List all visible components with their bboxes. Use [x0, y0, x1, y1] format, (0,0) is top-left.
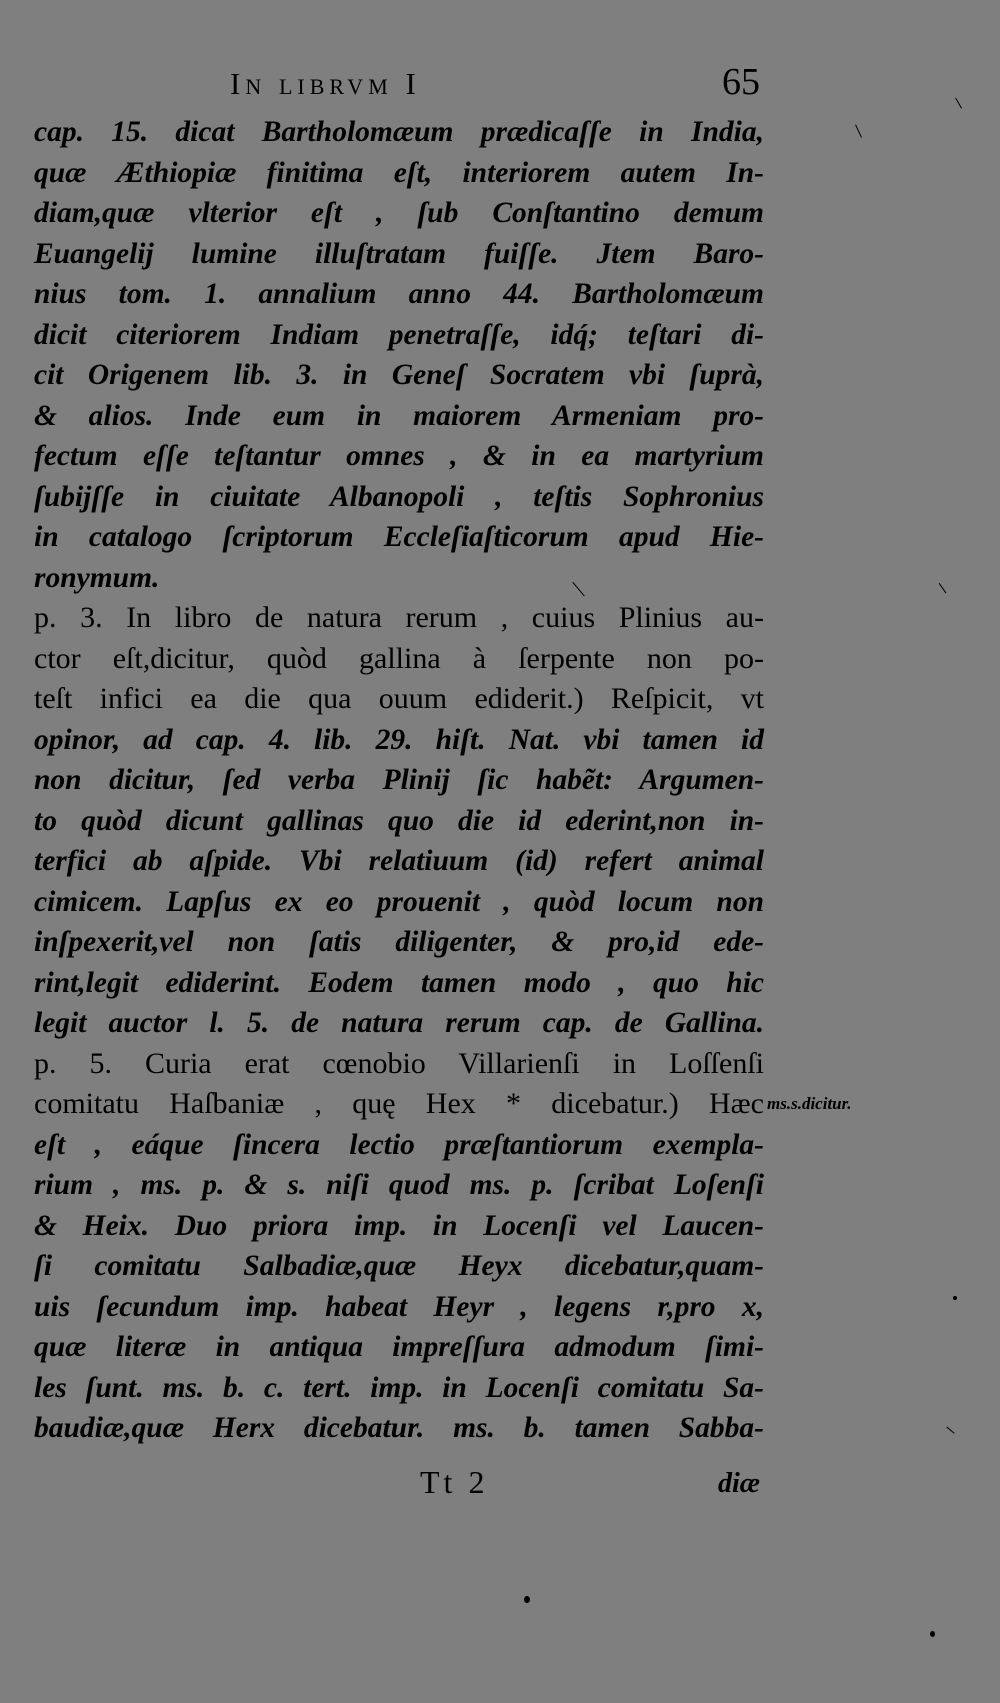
text-line: nius tom. 1. annalium anno 44. Bartholomæum	[34, 278, 764, 310]
text-line: p. 3. In libro de natura rerum , cuius Plinius au-	[34, 601, 764, 634]
page-footer	[420, 1464, 760, 1508]
text-line: dicit citeriorem Indiam penetraſſe, idq́; teſtari di-	[34, 318, 764, 351]
scan-speck	[955, 97, 962, 108]
text-line: cimicem. Lapſus ex eo prouenit , quòd locum non	[34, 885, 764, 918]
catchword: diæ	[718, 1468, 760, 1499]
text-line: to quòd dicunt gallinas quo die id ederint,non in-	[34, 804, 764, 837]
page-number: 65	[722, 61, 760, 103]
text-line: terfici ab aſpide. Vbi relatiuum (id) refert animal	[34, 845, 764, 877]
text-line: rint,legit ediderint. Eodem tamen modo , quo hic	[34, 966, 764, 999]
text-line: ctor eſt,dicitur, quòd gallina à ſerpente non po-	[34, 641, 764, 675]
text-line: p. 5. Curia erat cœnobio Villarienſi in Loſſenſi	[34, 1046, 764, 1080]
text-line: les ſunt. ms. b. c. tert. imp. in Locenſi comitatu Sa-	[34, 1371, 764, 1404]
text-line: ſi comitatu Salbadiæ,quæ Heyx dicebatur,quam-	[34, 1250, 764, 1282]
text-line: legit auctor l. 5. de natura rerum cap. de Gallina.	[34, 1007, 764, 1039]
text-line: quæ Æthiopiæ finitima eſt, interiorem autem In-	[34, 156, 764, 189]
text-line: baudiæ,quæ Herx dicebatur. ms. b. tamen Sabba-	[34, 1412, 764, 1444]
text-line: rium , ms. p. & s. niſi quod ms. p. ſcribat Loſenſi	[34, 1169, 764, 1201]
text-line: quæ literæ in antiqua impreſſura admodum ſimi-	[34, 1331, 764, 1363]
text-line: non dicitur, ſed verba Plinij ſic habẽt: Argumen-	[34, 764, 764, 796]
text-line: inſpexerit,vel non ſatis diligenter, & pro,id ede-	[34, 926, 764, 958]
running-title: In librvm I	[230, 66, 421, 101]
scan-speck	[930, 1631, 935, 1637]
scan-speck	[953, 1296, 957, 1300]
text-line: cit Origenem lib. 3. in Geneſ Socratem vbi ſuprà,	[34, 359, 764, 391]
text-line: fectum eſſe teſtantur omnes , & in ea martyrium	[34, 440, 764, 472]
text-line: Euangelij lumine illuſtratam fuiſſe. Jtem Baro-	[34, 237, 764, 270]
text-line: cap. 15. dicat Bartholomæum prædicaſſe in India,	[34, 116, 764, 148]
running-head	[230, 60, 760, 108]
text-line: uis ſecundum imp. habeat Heyr , legens r,pro x,	[34, 1290, 764, 1323]
text-line: opinor, ad cap. 4. lib. 29. hiſt. Nat. vbi tamen id	[34, 723, 764, 756]
scan-speck	[855, 124, 862, 137]
margin-note: ms.s.dicitur.	[767, 1094, 852, 1113]
scan-speck	[524, 1596, 530, 1603]
scan-speck	[946, 1426, 955, 1433]
body-text	[34, 112, 764, 1449]
text-line: ſubijſſe in ciuitate Albanopoli , teſtis Sophronius	[34, 480, 764, 513]
text-line: teſt infici ea die qua ouum ediderit.) Reſpicit, vt	[34, 682, 764, 715]
text-line: & Heix. Duo priora imp. in Locenſi vel Laucen-	[34, 1209, 764, 1242]
text-line: in catalogo ſcriptorum Eccleſiaſticorum apud Hie-	[34, 521, 764, 553]
text-line: ronymum.	[34, 561, 160, 594]
text-line: diam,quæ vlterior eſt , ſub Conſtantino demum	[34, 197, 764, 229]
signature-mark: Tt 2	[420, 1464, 489, 1500]
text-line: & alios. Inde eum in maiorem Armeniam pro-	[34, 399, 764, 432]
text-line: comitatu Haſbaniæ , quę Hex * dicebatur.) Hæc	[34, 1087, 764, 1120]
scan-speck	[939, 583, 947, 594]
text-line: eſt , eáque ſincera lectio præſtantiorum exempla-	[34, 1128, 764, 1161]
